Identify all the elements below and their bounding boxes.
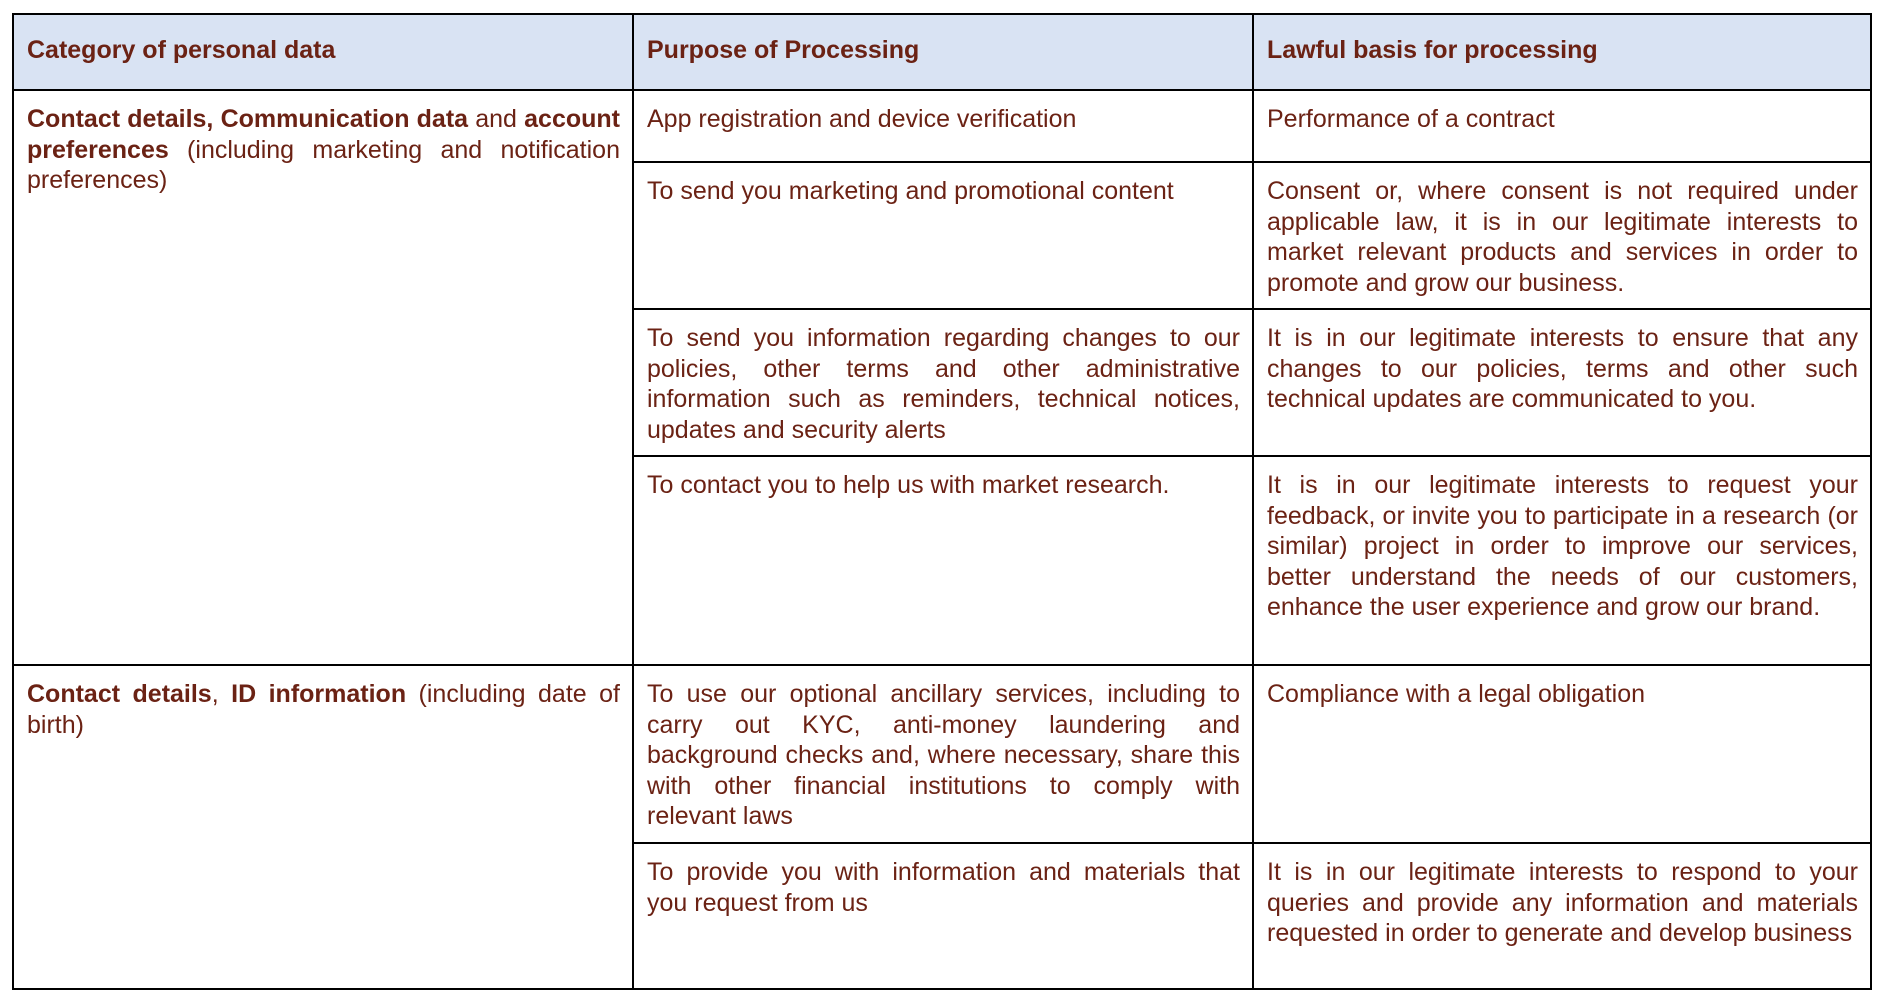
category-term: ID information (231, 680, 407, 708)
lawful-basis-cell: Performance of a contract (1253, 90, 1871, 162)
header-category: Category of personal data (13, 14, 633, 90)
lawful-basis-cell: It is in our legitimate interests to respond to your queries and provide any information and materials requested in order to generate and develop business (1253, 843, 1871, 989)
lawful-basis-cell: It is in our legitimate interests to request your feedback, or invite you to participate in a research (or similar) project in order to improve our services, better understand the needs of our customers, enhance the user experience and grow our brand. (1253, 456, 1871, 665)
purpose-cell: App registration and device verification (633, 90, 1253, 162)
category-term: Contact details (27, 680, 212, 708)
header-purpose: Purpose of Processing (633, 14, 1253, 90)
purpose-cell: To provide you with information and materials that you request from us (633, 843, 1253, 989)
lawful-basis-cell: Compliance with a legal obligation (1253, 665, 1871, 843)
purpose-cell: To use our optional ancillary services, including to carry out KYC, anti-money laundering and background checks and, where necessary, share this with other financial institutions to comply with relevant laws (633, 665, 1253, 843)
purpose-cell: To send you information regarding changes to our policies, other terms and other administrative information such as reminders, technical notices, updates and security alerts (633, 309, 1253, 456)
table-row (13, 665, 1871, 843)
category-note: (including date of birth) (27, 680, 620, 739)
document-page (12, 13, 1872, 990)
purpose-cell: To send you marketing and promotional content (633, 162, 1253, 309)
category-term: Communication data (220, 105, 469, 133)
category-cell-contact-communication (13, 90, 633, 665)
category-separator (213, 105, 220, 133)
lawful-basis-cell: It is in our legitimate interests to ensure that any changes to our policies, terms and other such technical updates are communicated to you. (1253, 309, 1871, 456)
category-separator: , (211, 680, 232, 708)
purpose-cell: To contact you to help us with market research. (633, 456, 1253, 665)
table-row (13, 90, 1871, 162)
header-lawful-basis: Lawful basis for processing (1253, 14, 1871, 90)
lawful-basis-cell: Consent or, where consent is not required under applicable law, it is in our legitimate interests to market relevant products and services in order to promote and grow our business. (1253, 162, 1871, 309)
category-cell-contact-id (13, 665, 633, 989)
lawful-basis-table (12, 13, 1872, 990)
category-separator: and (468, 105, 525, 133)
category-note: (including marketing and notification preferences) (27, 135, 620, 194)
category-term: Contact details, (27, 105, 214, 133)
header-row (13, 14, 1871, 90)
category-term: account preferences (27, 105, 620, 164)
